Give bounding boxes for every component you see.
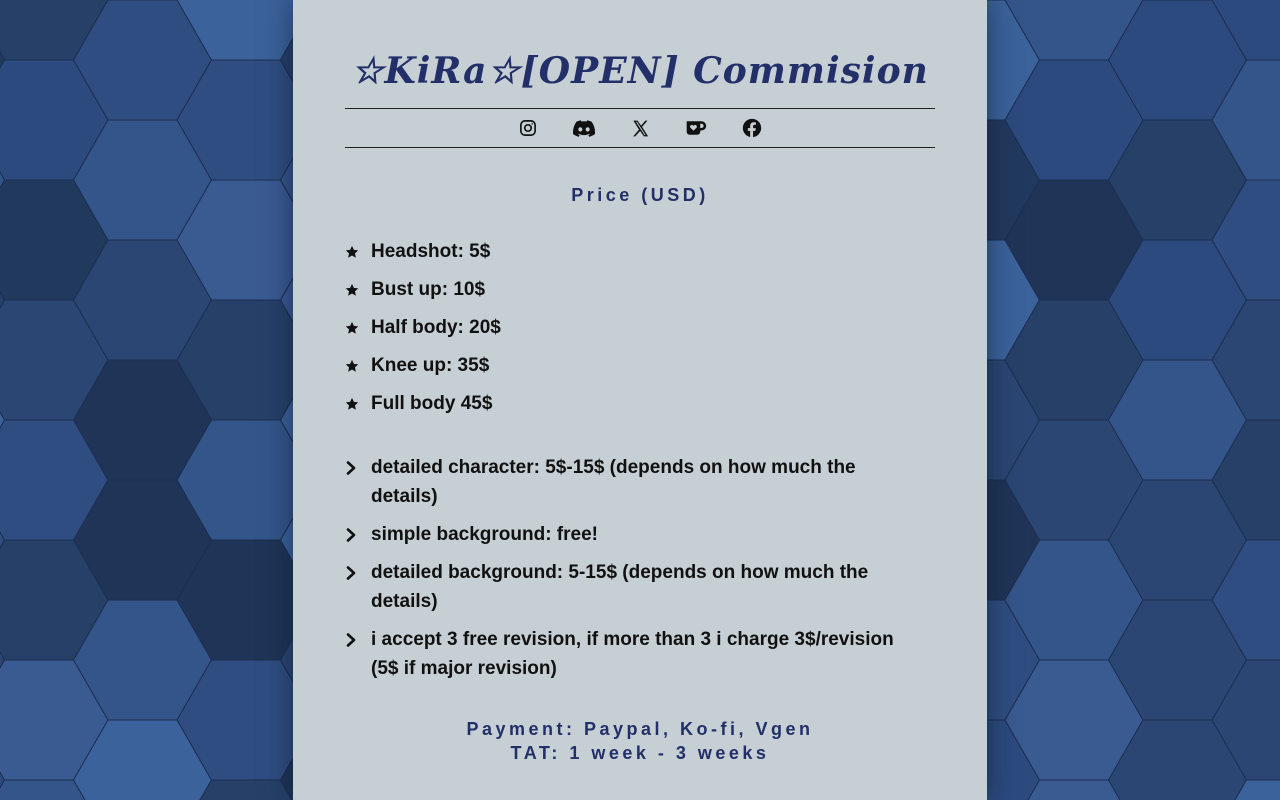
kofi-icon[interactable] — [685, 115, 707, 141]
price-item — [345, 313, 925, 342]
star-icon — [345, 237, 371, 266]
extras-item — [345, 520, 925, 549]
discord-icon[interactable] — [573, 115, 595, 141]
extras-item-label: detailed character: 5$-15$ (depends on how much the details) — [371, 457, 856, 507]
divider-top — [345, 108, 935, 109]
chevron-right-icon — [345, 520, 371, 549]
extras-list — [345, 453, 925, 692]
star-icon — [345, 351, 371, 380]
payment-info: Payment: Paypal, Ko-fi, Vgen — [466, 719, 814, 739]
x-icon[interactable] — [629, 115, 651, 141]
price-item — [345, 351, 925, 380]
price-item-label: Headshot: 5$ — [371, 241, 491, 262]
price-item-label: Bust up: 10$ — [371, 279, 486, 300]
extras-item — [345, 453, 925, 511]
extras-item — [345, 558, 925, 616]
extras-item — [345, 625, 925, 683]
turnaround-info: TAT: 1 week - 3 weeks — [510, 743, 770, 763]
facebook-icon[interactable] — [741, 115, 763, 141]
price-item — [345, 389, 925, 418]
footer-info — [293, 717, 987, 765]
commission-panel — [293, 0, 987, 800]
instagram-icon[interactable] — [517, 115, 539, 141]
chevron-right-icon — [345, 625, 371, 654]
star-icon — [345, 389, 371, 418]
page-title: ☆KiRa☆[OPEN] Commision — [351, 50, 929, 92]
price-item — [345, 237, 925, 266]
price-item-label: Half body: 20$ — [371, 317, 501, 338]
extras-item-label: simple background: free! — [371, 524, 598, 545]
price-item-label: Full body 45$ — [371, 393, 493, 414]
star-icon — [345, 313, 371, 342]
extras-item-label: i accept 3 free revision, if more than 3 i charge 3$/revision (5$ if major revision) — [371, 629, 894, 679]
divider-bottom — [345, 147, 935, 148]
social-links — [293, 115, 987, 141]
price-item-label: Knee up: 35$ — [371, 355, 490, 376]
chevron-right-icon — [345, 558, 371, 587]
price-heading: Price (USD) — [571, 185, 709, 205]
price-item — [345, 275, 925, 304]
chevron-right-icon — [345, 453, 371, 482]
price-list — [345, 237, 925, 427]
extras-item-label: detailed background: 5-15$ (depends on how much the details) — [371, 562, 869, 612]
star-icon — [345, 275, 371, 304]
